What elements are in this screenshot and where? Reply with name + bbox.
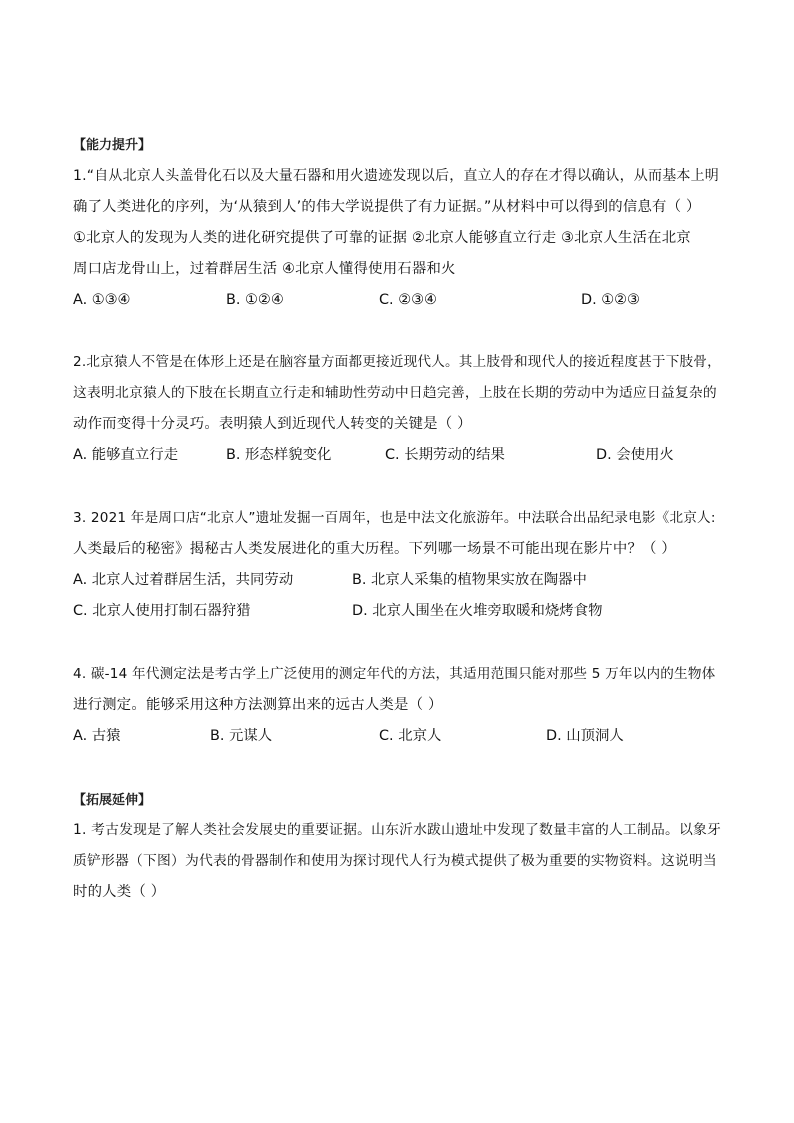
q3-option-b[interactable]: B. 北京人采集的植物果实放在陶器中 <box>352 572 587 588</box>
section-title-ability: 【能力提升】 <box>73 138 152 153</box>
q2-line-3: 动作而变得十分灵巧。表明猿人到近现代人转变的关键是（ ） <box>73 416 472 432</box>
ext-q1-line-1: 1. 考古发现是了解人类社会发展史的重要证据。山东沂水跋山遗址中发现了数量丰富的人工制品。以象牙 <box>73 822 722 838</box>
q4-line-2: 进行测定。能够采用这种方法测算出来的远古人类是（ ） <box>73 697 443 713</box>
q2-line-1: 2.北京猿人不管是在体形上还是在脑容量方面都更接近现代人。其上肢骨和现代人的接近程度甚于下肢骨， <box>73 354 721 370</box>
section-title-extension: 【拓展延伸】 <box>73 793 152 808</box>
ext-q1-line-3: 时的人类（ ） <box>73 884 166 900</box>
q4-option-c[interactable]: C. 北京人 <box>379 728 442 744</box>
q1-option-b[interactable]: B. ①②④ <box>226 292 284 308</box>
q3-line-2: 人类最后的秘密》揭秘古人类发展进化的重大历程。下列哪一场景不可能出现在影片中？（ ） <box>73 541 676 557</box>
ext-q1-line-2: 质铲形器（下图）为代表的骨器制作和使用为探讨现代人行为模式提供了极为重要的实物资料。这说明当 <box>73 853 717 869</box>
q4-option-a[interactable]: A. 古猿 <box>73 728 121 744</box>
q1-option-d[interactable]: D. ①②③ <box>581 292 640 308</box>
q3-line-1: 3. 2021 年是周口店“北京人”遗址发掘一百周年，也是中法文化旅游年。中法联合出品纪录电影《北京人: <box>73 510 716 526</box>
q1-line-2: 确了人类进化的序列，为‘从猿到人’的伟大学说提供了有力证据。”从材料中可以得到的信息有（ ） <box>73 199 701 215</box>
q1-option-c[interactable]: C. ②③④ <box>379 292 437 308</box>
q3-option-a[interactable]: A. 北京人过着群居生活，共同劳动 <box>73 572 294 588</box>
q2-option-a[interactable]: A. 能够直立行走 <box>73 447 179 463</box>
q2-option-b[interactable]: B. 形态样貌变化 <box>226 447 332 463</box>
q1-option-a[interactable]: A. ①③④ <box>73 292 131 308</box>
q3-option-d[interactable]: D. 北京人围坐在火堆旁取暖和烧烤食物 <box>352 603 603 619</box>
q2-option-c[interactable]: C. 长期劳动的结果 <box>385 447 505 463</box>
q2-option-d[interactable]: D. 会使用火 <box>596 447 674 463</box>
q1-line-4: 周口店龙骨山上，过着群居生活 ④北京人懂得使用石器和火 <box>73 261 456 277</box>
q1-line-3: ①北京人的发现为人类的进化研究提供了可靠的证据 ②北京人能够直立行走 ③北京人生活在北京 <box>73 230 691 246</box>
q4-option-d[interactable]: D. 山顶洞人 <box>546 728 624 744</box>
q4-option-b[interactable]: B. 元谋人 <box>210 728 273 744</box>
q3-option-c[interactable]: C. 北京人使用打制石器狩猎 <box>73 603 251 619</box>
q1-line-1: 1.“自从北京人头盖骨化石以及大量石器和用火遗迹发现以后，直立人的存在才得以确认，从而基本上明 <box>73 168 720 184</box>
q2-line-2: 这表明北京猿人的下肢在长期直立行走和辅助性劳动中日趋完善，上肢在长期的劳动中为适应日益复杂的 <box>73 385 717 401</box>
q4-line-1: 4. 碳-14 年代测定法是考古学上广泛使用的测定年代的方法，其适用范围只能对那些 5 万年以内的生物体 <box>73 666 716 682</box>
